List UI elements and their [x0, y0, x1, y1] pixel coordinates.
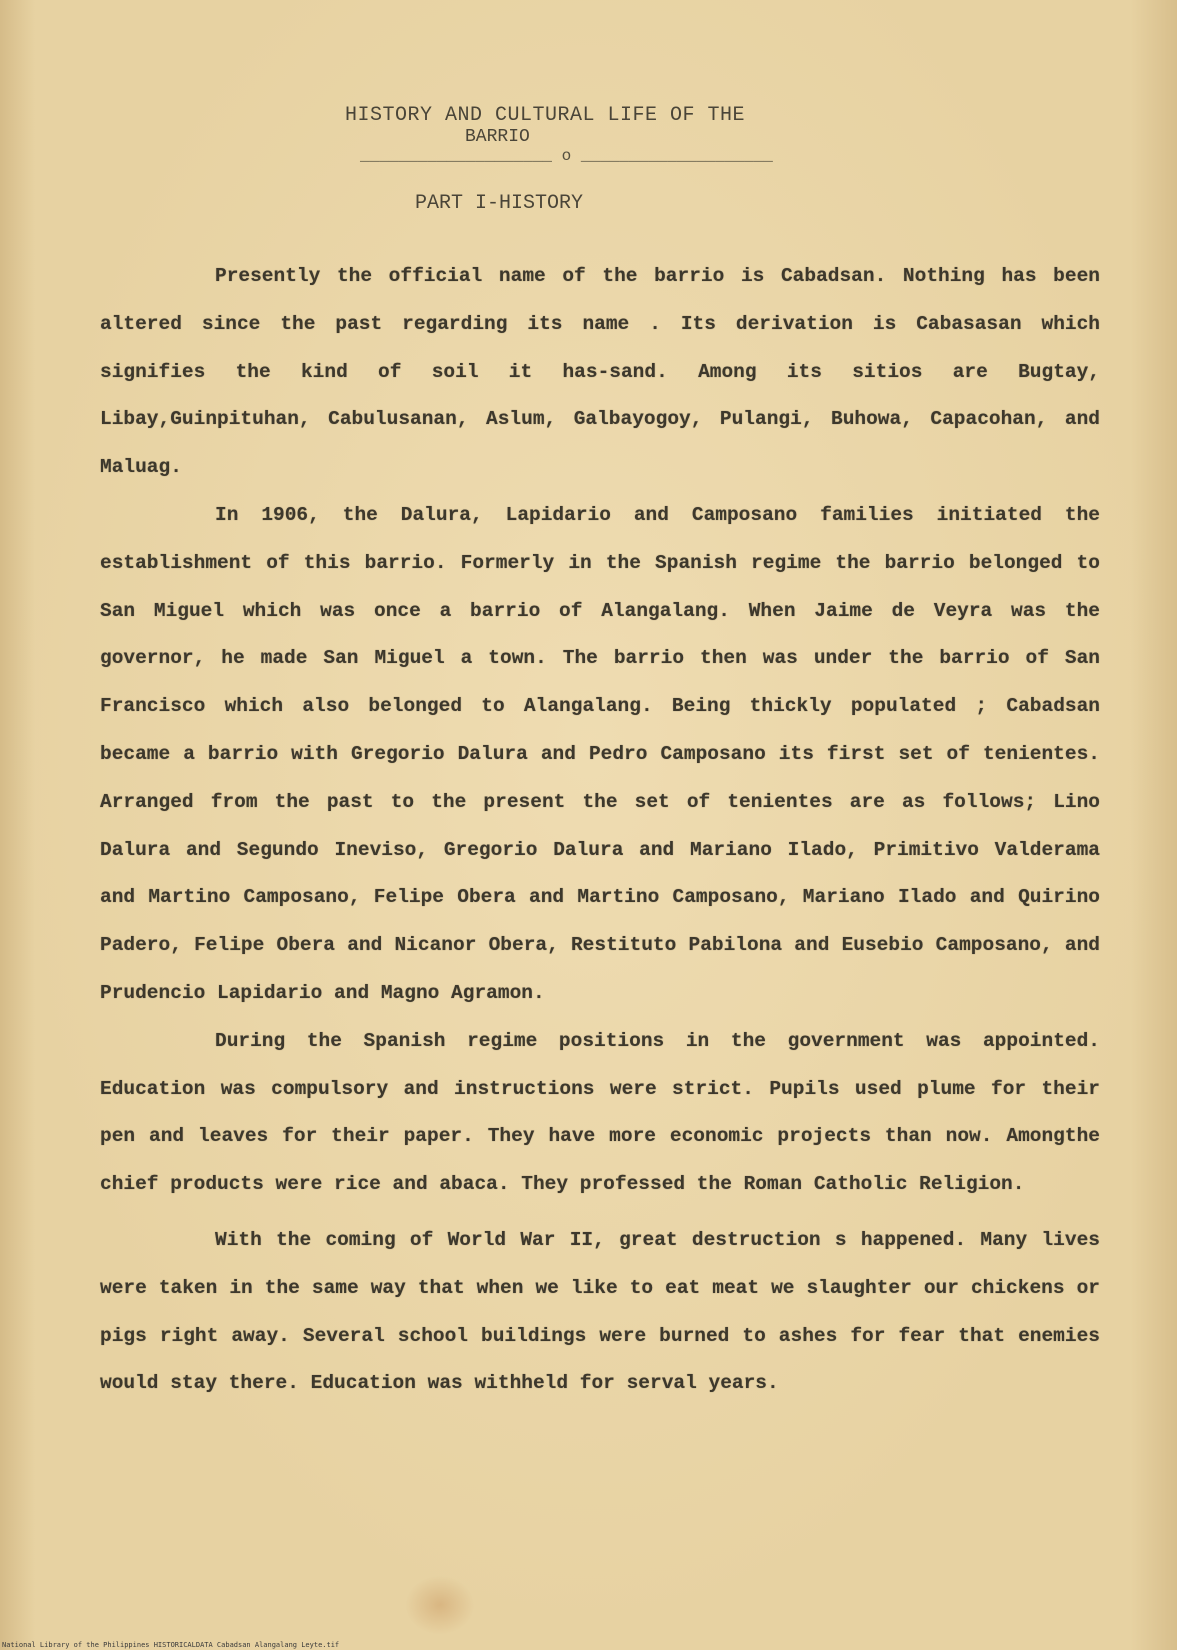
divider-line-right: ____________________ — [580, 147, 773, 165]
divider-mark: o — [561, 147, 572, 165]
divider-line-left: ____________________ — [360, 147, 553, 165]
scan-footer: National Library of the Philippines HISTORICALDATA Cabadsan Alangalang Leyte.tif — [2, 1641, 340, 1649]
paragraph-2: In 1906, the Dalura, Lapidario and Camposano families initiated the establishment of this barrio. Formerly in the Spanish regime the barrio belonged to San Miguel which was once a barrio of Alangalang. When Jaime de Veyra was the governor, he made San Miguel a town. The barrio then was under the barrio of San Francisco which also belonged to Alangalang. Being thickly populated ; Cabadsan became a barrio with Gregorio Dalura and Pedro Camposano its first set of tenientes. Arranged from the past to the present the set of tenientes are as follows; Lino Dalura and Segundo Ineviso, Gregorio Dalura and Mariano Ilado, Primitivo Valderama and Martino Camposano, Felipe Obera and Martino Camposano, Mariano Ilado and Quirino Padero, Felipe Obera and Nicanor Obera, Restituto Pabilona and Eusebio Camposano, and Prudencio Lapidario and Magno Agramon. — [100, 503, 1100, 1004]
paragraph-1: Presently the official name of the barrio is Cabadsan. Nothing has been altered since the past regarding its name . Its derivation is Cabasasan which signifies the kind of soil it has-sand. Among its sitios are Bugtay, Libay,Guinpituhan, Cabulusanan, Aslum, Galbayogoy, Pulangi, Buhowa, Capacohan, and Maluag. — [100, 265, 1100, 479]
document-header — [345, 104, 773, 165]
paragraph-4: With the coming of World War II, great destruction s happened. Many lives were taken in the same way that when we like to eat meat we slaughter our chickens or pigs right away. Several school buildings were burned to ashes for fear that enemies would stay there. Education was withheld for serval years. — [100, 1228, 1100, 1395]
header-divider — [360, 147, 773, 165]
paper-stain — [405, 1575, 475, 1635]
section-heading: PART I-HISTORY — [415, 192, 584, 215]
paragraph-3: During the Spanish regime positions in the government was appointed. Education was compulsory and instructions were strict. Pupils used plume for their pen and leaves for their paper. They have more economic projects than now. Amongthe chief products were rice and abaca. They professed the Roman Catholic Religion. — [100, 1029, 1100, 1196]
document-title: HISTORY AND CULTURAL LIFE OF THE — [345, 104, 746, 127]
document-body — [100, 253, 1100, 1408]
document-subtitle: BARRIO — [465, 127, 530, 147]
